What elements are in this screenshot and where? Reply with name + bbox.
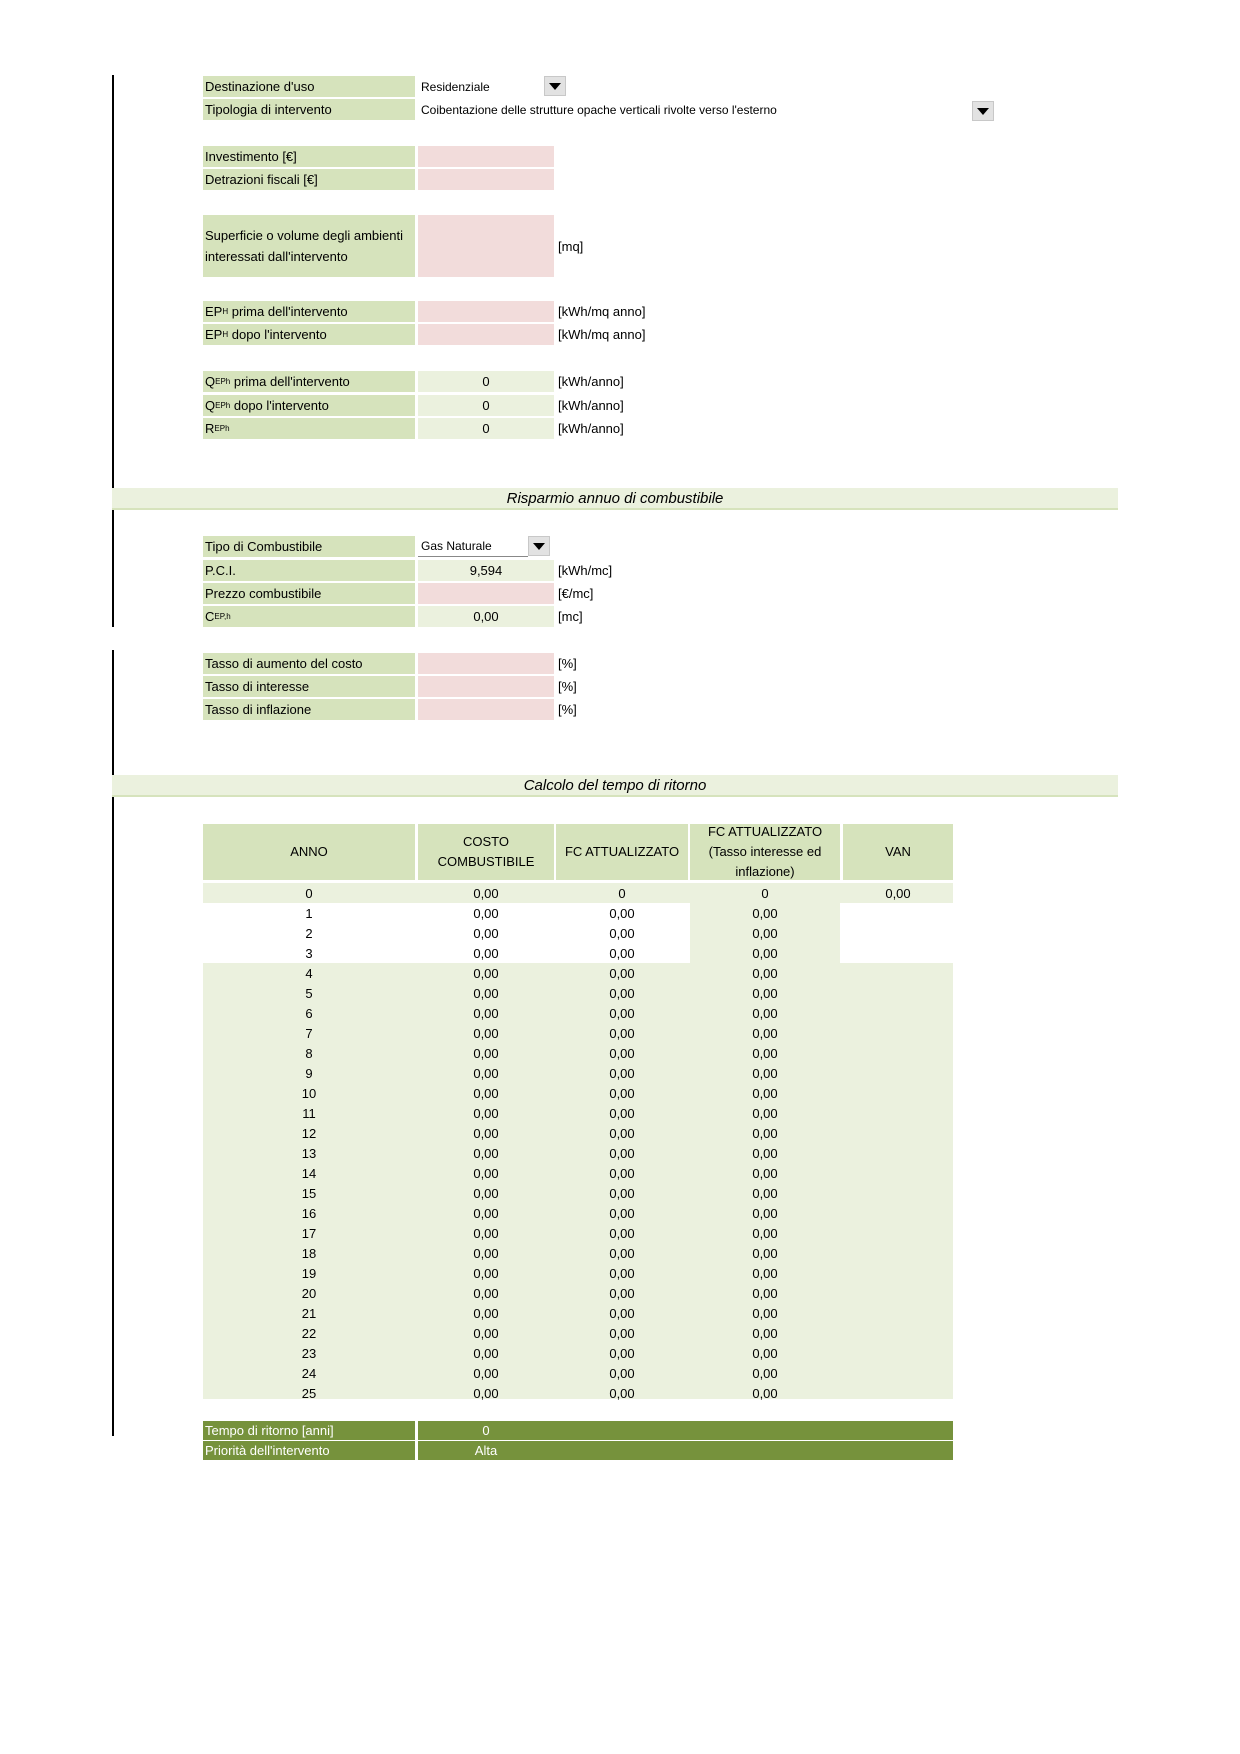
section-title-risparmio: Risparmio annuo di combustibile [112, 488, 1118, 510]
tasso-aumento-unit: [%] [558, 656, 577, 671]
cell-fc: 0,00 [609, 1025, 635, 1041]
cell-fc: 0,00 [609, 1145, 635, 1161]
cell-costo: 0,00 [473, 1125, 499, 1141]
cell-fc-tassi: 0,00 [752, 925, 778, 941]
header-anno: ANNO [203, 824, 415, 880]
cell-costo: 0,00 [473, 1045, 499, 1061]
reph-label-main: R [205, 421, 215, 436]
cell-fc-tassi: 0,00 [752, 965, 778, 981]
cell-fc: 0,00 [609, 1385, 635, 1401]
cell-van [843, 1103, 953, 1123]
qeph-dopo-unit: [kWh/anno] [558, 398, 624, 413]
cell-anno: 25 [301, 1385, 317, 1401]
cell-van [843, 903, 953, 923]
cell-costo: 0,00 [473, 1345, 499, 1361]
cell-fc-tassi: 0 [761, 885, 769, 901]
tipo-combustibile-dropdown-button[interactable] [528, 536, 550, 556]
cell-van [843, 1343, 953, 1363]
cell-fc-tassi: 0,00 [752, 1125, 778, 1141]
cell-fc: 0,00 [609, 1065, 635, 1081]
cell-anno: 17 [301, 1225, 317, 1241]
cell-anno: 2 [305, 925, 313, 941]
cell-fc-tassi: 0,00 [752, 1045, 778, 1061]
cell-anno: 20 [301, 1285, 317, 1301]
tasso-aumento-input[interactable] [418, 653, 554, 674]
superficie-unit: [mq] [558, 238, 584, 254]
cell-fc-tassi: 0,00 [752, 1245, 778, 1261]
eph-dopo-unit: [kWh/mq anno] [558, 327, 646, 342]
cell-van [843, 1063, 953, 1083]
cell-fc-tassi: 0,00 [752, 1285, 778, 1301]
cell-costo: 0,00 [473, 885, 499, 901]
cell-anno: 23 [301, 1345, 317, 1361]
qeph-prima-label [203, 371, 415, 392]
cell-van [843, 1043, 953, 1063]
cell-anno: 15 [301, 1185, 317, 1201]
qeph-prima-value: 0 [418, 371, 554, 392]
cell-anno: 0 [305, 885, 313, 901]
eph-prima-label [203, 301, 415, 322]
cell-fc: 0,00 [609, 925, 635, 941]
cell-fc-tassi: 0,00 [752, 1065, 778, 1081]
eph-dopo-label-rest: dopo l'intervento [228, 327, 327, 342]
cell-anno: 16 [301, 1205, 317, 1221]
tasso-inflazione-unit: [%] [558, 702, 577, 717]
ceph-label-sub: EP,h [214, 612, 231, 621]
cell-costo: 0,00 [473, 1225, 499, 1241]
cell-fc-tassi: 0,00 [752, 1225, 778, 1241]
cell-van [843, 1183, 953, 1203]
header-costo-combustibile: COSTO COMBUSTIBILE [418, 824, 554, 880]
priorita-value: Alta [474, 1443, 498, 1458]
cell-van: 0,00 [885, 885, 911, 901]
header-fc-attualizzato-tassi: FC ATTUALIZZATO (Tasso interesse ed inflazione) [690, 824, 840, 880]
cell-fc-tassi: 0,00 [752, 1205, 778, 1221]
eph-dopo-label-sub: H [222, 330, 229, 339]
tipo-combustibile-select[interactable]: Gas Naturale [418, 536, 528, 557]
cell-costo: 0,00 [473, 905, 499, 921]
cell-fc-tassi: 0,00 [752, 1265, 778, 1281]
tasso-aumento-label: Tasso di aumento del costo [203, 653, 415, 674]
destinazione-select[interactable]: Residenziale [421, 79, 490, 94]
ceph-value: 0,00 [418, 606, 554, 627]
cell-costo: 0,00 [473, 1385, 499, 1401]
priorita-bar [418, 1441, 953, 1460]
reph-value: 0 [418, 418, 554, 439]
dropdown-arrow-icon [533, 543, 545, 550]
eph-dopo-label-main: EP [205, 327, 223, 342]
cell-fc-tassi: 0,00 [752, 1305, 778, 1321]
cell-costo: 0,00 [473, 1185, 499, 1201]
tipologia-label: Tipologia di intervento [203, 99, 415, 120]
cell-van [843, 1083, 953, 1103]
eph-prima-unit: [kWh/mq anno] [558, 304, 646, 319]
cell-fc: 0,00 [609, 1225, 635, 1241]
cell-van [843, 1143, 953, 1163]
destinazione-dropdown-button[interactable] [544, 76, 566, 96]
cell-van [843, 1363, 953, 1383]
cell-costo: 0,00 [473, 1325, 499, 1341]
cell-fc: 0,00 [609, 1245, 635, 1261]
cell-fc: 0,00 [609, 1045, 635, 1061]
cell-van [843, 1003, 953, 1023]
dropdown-arrow-icon [549, 83, 561, 90]
pci-label: P.C.I. [203, 560, 415, 581]
tasso-interesse-input[interactable] [418, 676, 554, 697]
detrazioni-input[interactable] [418, 169, 554, 190]
cell-fc-tassi: 0,00 [752, 1145, 778, 1161]
tasso-inflazione-label: Tasso di inflazione [203, 699, 415, 720]
section-title-tempo-ritorno: Calcolo del tempo di ritorno [112, 775, 1118, 797]
cell-costo: 0,00 [473, 925, 499, 941]
cell-van [843, 1263, 953, 1283]
cell-fc-tassi: 0,00 [752, 1025, 778, 1041]
cell-fc-tassi: 0,00 [752, 945, 778, 961]
eph-prima-label-main: EP [205, 304, 223, 319]
qeph-dopo-label-main: Q [205, 398, 216, 413]
cell-anno: 22 [301, 1325, 317, 1341]
cell-costo: 0,00 [473, 1005, 499, 1021]
qeph-dopo-label-sub: EPh [215, 401, 231, 410]
cell-van [843, 1303, 953, 1323]
cell-costo: 0,00 [473, 1085, 499, 1101]
priorita-label: Priorità dell'intervento [203, 1441, 415, 1460]
cell-fc: 0,00 [609, 1365, 635, 1381]
tipo-combustibile-label: Tipo di Combustibile [203, 536, 415, 557]
cell-costo: 0,00 [473, 1365, 499, 1381]
ceph-label [203, 606, 415, 627]
pci-unit: [kWh/mc] [558, 563, 613, 578]
superficie-label: Superficie o volume degli ambienti interessati dall'intervento [203, 215, 415, 277]
pci-value: 9,594 [418, 560, 554, 581]
cell-costo: 0,00 [473, 1025, 499, 1041]
left-border-line [112, 75, 114, 627]
qeph-prima-label-sub: EPh [215, 377, 231, 386]
cell-anno: 10 [301, 1085, 317, 1101]
qeph-prima-label-main: Q [205, 374, 216, 389]
tipologia-dropdown-button[interactable] [972, 101, 994, 121]
left-border-line [112, 650, 114, 1436]
cell-costo: 0,00 [473, 1305, 499, 1321]
cell-fc: 0,00 [609, 1265, 635, 1281]
cell-fc: 0,00 [609, 1325, 635, 1341]
tasso-inflazione-input[interactable] [418, 699, 554, 720]
investimento-label: Investimento [€] [203, 146, 415, 167]
cell-anno: 18 [301, 1245, 317, 1261]
cell-van [843, 943, 953, 963]
eph-prima-label-sub: H [222, 307, 229, 316]
reph-label [203, 418, 415, 439]
cell-anno: 13 [301, 1145, 317, 1161]
cell-fc-tassi: 0,00 [752, 1085, 778, 1101]
qeph-prima-label-rest: prima dell'intervento [230, 374, 350, 389]
tasso-interesse-unit: [%] [558, 679, 577, 694]
cell-fc-tassi: 0,00 [752, 905, 778, 921]
cell-fc: 0,00 [609, 1125, 635, 1141]
cell-van [843, 963, 953, 983]
cell-van [843, 983, 953, 1003]
ceph-label-main: C [205, 609, 215, 624]
cell-fc: 0,00 [609, 1105, 635, 1121]
prezzo-combustibile-input[interactable] [418, 583, 554, 604]
reph-unit: [kWh/anno] [558, 421, 624, 436]
eph-prima-label-rest: prima dell'intervento [228, 304, 348, 319]
cell-anno: 8 [305, 1045, 313, 1061]
cell-anno: 14 [301, 1165, 317, 1181]
eph-prima-input[interactable] [418, 301, 554, 322]
cell-van [843, 1223, 953, 1243]
destinazione-label: Destinazione d'uso [203, 76, 415, 97]
tasso-interesse-label: Tasso di interesse [203, 676, 415, 697]
cell-fc: 0,00 [609, 1185, 635, 1201]
qeph-dopo-value: 0 [418, 395, 554, 416]
cell-anno: 4 [305, 965, 313, 981]
prezzo-combustibile-label: Prezzo combustibile [203, 583, 415, 604]
cell-fc: 0 [618, 885, 626, 901]
qeph-dopo-label-rest: dopo l'intervento [230, 398, 329, 413]
cell-anno: 1 [305, 905, 313, 921]
investimento-input[interactable] [418, 146, 554, 167]
cell-fc: 0,00 [609, 1085, 635, 1101]
detrazioni-label: Detrazioni fiscali [€] [203, 169, 415, 190]
cell-fc-tassi: 0,00 [752, 985, 778, 1001]
qeph-prima-unit: [kWh/anno] [558, 374, 624, 389]
dropdown-arrow-icon [977, 108, 989, 115]
cell-fc-tassi: 0,00 [752, 1365, 778, 1381]
cell-costo: 0,00 [473, 965, 499, 981]
cell-fc: 0,00 [609, 1165, 635, 1181]
cell-fc: 0,00 [609, 1305, 635, 1321]
cell-fc-tassi: 0,00 [752, 1325, 778, 1341]
eph-dopo-label [203, 324, 415, 345]
cell-fc-tassi: 0,00 [752, 1385, 778, 1401]
cell-fc: 0,00 [609, 965, 635, 981]
cell-fc-tassi: 0,00 [752, 1185, 778, 1201]
cell-van [843, 1203, 953, 1223]
cell-van [843, 923, 953, 943]
cell-costo: 0,00 [473, 1245, 499, 1261]
tipologia-select[interactable]: Coibentazione delle strutture opache verticali rivolte verso l'esterno [421, 102, 777, 117]
cell-van [843, 1123, 953, 1143]
cell-costo: 0,00 [473, 1065, 499, 1081]
superficie-input[interactable] [418, 215, 554, 277]
cell-van [843, 1243, 953, 1263]
cell-costo: 0,00 [473, 945, 499, 961]
cell-costo: 0,00 [473, 1265, 499, 1281]
cell-anno: 9 [305, 1065, 313, 1081]
cell-fc-tassi: 0,00 [752, 1005, 778, 1021]
cell-van [843, 1283, 953, 1303]
cell-van [843, 1323, 953, 1343]
cell-anno: 6 [305, 1005, 313, 1021]
cell-costo: 0,00 [473, 1285, 499, 1301]
cell-costo: 0,00 [473, 1145, 499, 1161]
header-van: VAN [843, 824, 953, 880]
cell-fc-tassi: 0,00 [752, 1165, 778, 1181]
cell-fc: 0,00 [609, 1005, 635, 1021]
cell-anno: 3 [305, 945, 313, 961]
cell-fc: 0,00 [609, 905, 635, 921]
cell-van [843, 1163, 953, 1183]
cell-fc: 0,00 [609, 945, 635, 961]
ceph-unit: [mc] [558, 609, 583, 624]
tempo-ritorno-value: 0 [482, 1423, 490, 1438]
cell-fc: 0,00 [609, 1345, 635, 1361]
cell-fc: 0,00 [609, 985, 635, 1001]
cell-anno: 21 [301, 1305, 317, 1321]
cell-anno: 7 [305, 1025, 313, 1041]
cell-anno: 24 [301, 1365, 317, 1381]
qeph-dopo-label [203, 395, 415, 416]
cell-anno: 11 [302, 1105, 316, 1121]
tempo-ritorno-bar [418, 1421, 953, 1440]
prezzo-combustibile-unit: [€/mc] [558, 586, 594, 601]
cell-anno: 19 [301, 1265, 317, 1281]
cell-costo: 0,00 [473, 1205, 499, 1221]
cell-van [843, 1383, 953, 1403]
cell-anno: 12 [301, 1125, 317, 1141]
reph-label-sub: EPh [214, 424, 230, 433]
cell-fc-tassi: 0,00 [752, 1105, 778, 1121]
tempo-ritorno-label: Tempo di ritorno [anni] [203, 1421, 415, 1440]
cell-van [843, 1023, 953, 1043]
eph-dopo-input[interactable] [418, 324, 554, 345]
cell-fc: 0,00 [609, 1205, 635, 1221]
cell-costo: 0,00 [473, 985, 499, 1001]
cell-fc: 0,00 [609, 1285, 635, 1301]
header-fc-attualizzato: FC ATTUALIZZATO [556, 824, 688, 880]
cell-fc-tassi: 0,00 [752, 1345, 778, 1361]
cell-anno: 5 [305, 985, 313, 1001]
cell-costo: 0,00 [473, 1105, 499, 1121]
cell-costo: 0,00 [473, 1165, 499, 1181]
